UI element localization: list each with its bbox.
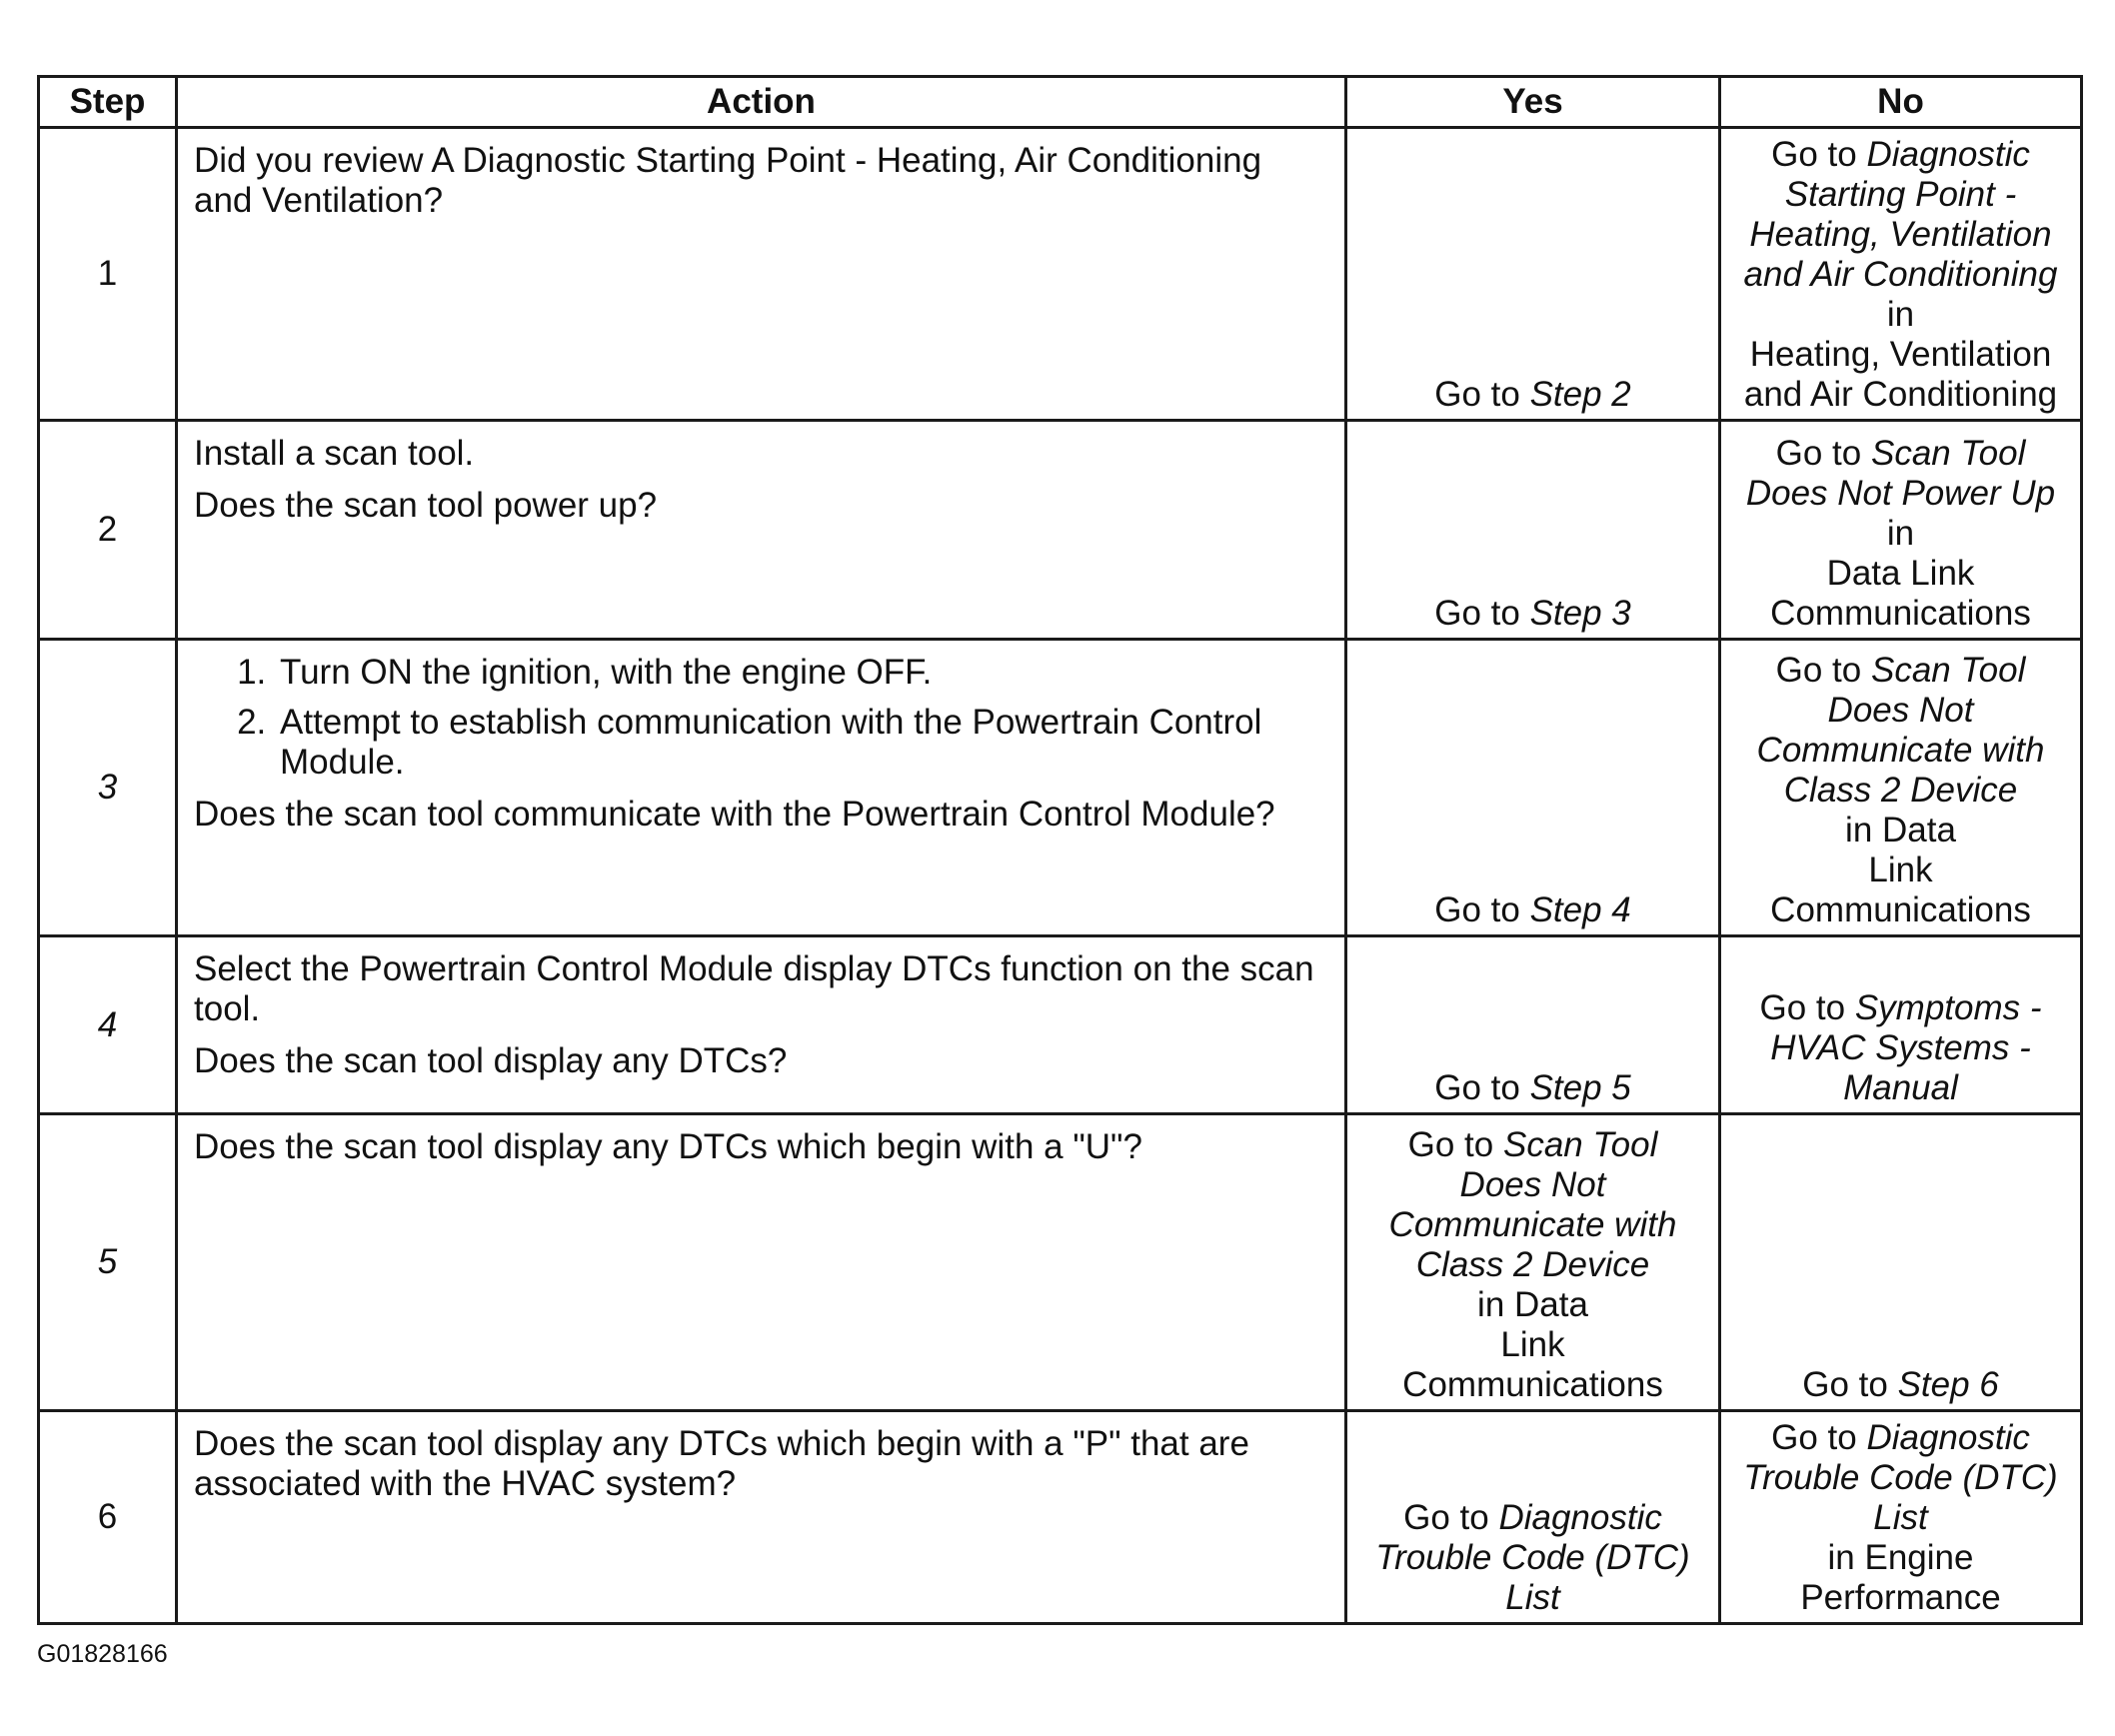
section-ref: in Data [1477,1285,1588,1324]
section-ref: Performance [1800,1578,2001,1617]
step-number: 6 [39,1411,177,1624]
goto-text: Go to [1775,434,1862,473]
header-yes: Yes [1346,77,1720,128]
section-ref: Link [1868,851,1933,889]
goto-text: Go to [1403,1498,1489,1537]
action-cell [177,1114,1346,1411]
procedure-link[interactable]: Communicate with [1756,731,2045,770]
goto-text: Go to [1434,375,1520,414]
action-question: Does the scan tool communicate with the Powertrain Control Module? [194,795,1275,834]
step-link[interactable]: Step 4 [1529,890,1631,929]
no-cell [1720,640,2082,936]
procedure-link[interactable]: Communicate with [1388,1205,1677,1244]
procedure-link[interactable]: Class 2 Device [1783,771,2018,810]
section-ref: Data Link [1826,554,1975,593]
procedure-link[interactable]: Does Not Power Up [1745,474,2056,513]
diagnostic-table [37,75,2083,1625]
action-cell [177,640,1346,936]
step-number: 5 [39,1114,177,1411]
goto-text: Go to [1407,1125,1494,1164]
goto-text: Go to [1759,988,1846,1027]
no-cell [1720,1411,2082,1624]
yes-cell [1346,1411,1720,1624]
section-ref: Communications [1770,594,2031,633]
table-row [39,421,2082,640]
procedure-link[interactable]: Class 2 Device [1415,1245,1650,1284]
procedure-link[interactable]: and Air Conditioning [1743,255,2058,294]
section-ref: in Engine [1827,1538,1974,1577]
action-cell [177,936,1346,1114]
table-row [39,1114,2082,1411]
procedure-link[interactable]: Scan Tool [1502,1125,1658,1164]
yes-cell [1346,640,1720,936]
header-action: Action [177,77,1346,128]
yes-cell [1346,1114,1720,1411]
yes-cell [1346,421,1720,640]
action-text: Select the Powertrain Control Module display DTCs function on the scan tool. [194,949,1314,1028]
procedure-link[interactable]: Trouble Code (DTC) [1375,1538,1690,1577]
table-row [39,936,2082,1114]
no-cell [1720,936,2082,1114]
procedure-link[interactable]: HVAC Systems - [1770,1028,2031,1067]
header-row [39,77,2082,128]
goto-text: Go to [1434,594,1520,633]
section-ref: Communications [1770,890,2031,929]
procedure-link[interactable]: List [1873,1498,1928,1537]
procedure-link[interactable]: Starting Point - [1784,175,2017,214]
table-row [39,640,2082,936]
goto-text: Go to [1434,1068,1520,1107]
step-link[interactable]: Step 5 [1529,1068,1631,1107]
section-ref: and Air Conditioning [1743,375,2058,414]
action-list [194,653,1328,783]
section-ref: in Data [1845,811,1956,850]
section-ref: Heating, Ventilation [1749,335,2052,374]
step-number: 3 [39,640,177,936]
procedure-link[interactable]: Symptoms - [1854,988,2042,1027]
step-link[interactable]: Step 3 [1529,594,1631,633]
no-cell [1720,421,2082,640]
action-cell [177,421,1346,640]
procedure-link[interactable]: Diagnostic [1866,1418,2030,1457]
table-row [39,128,2082,421]
action-question: Does the scan tool display any DTCs which begin with a "U"? [194,1127,1142,1166]
procedure-link[interactable]: List [1505,1578,1560,1617]
action-question: Does the scan tool power up? [194,486,658,525]
goto-text: Go to [1775,651,1862,690]
no-cell [1720,1114,2082,1411]
yes-cell [1346,936,1720,1114]
action-question: Does the scan tool display any DTCs which begin with a "P" that are associated with the HVAC system? [194,1424,1249,1503]
action-text: Did you review A Diagnostic Starting Point - Heating, Air Conditioning and Ventilation? [194,141,1262,220]
procedure-link[interactable]: Heating, Ventilation [1749,215,2052,254]
figure-id: G01828166 [37,1640,168,1668]
goto-text: Go to [1434,890,1520,929]
procedure-link[interactable]: Scan Tool [1870,434,2026,473]
procedure-link[interactable]: Diagnostic [1866,135,2030,174]
section-ref: in [1886,295,1915,334]
header-no: No [1720,77,2082,128]
section-ref: in [1886,514,1915,553]
procedure-link[interactable]: Trouble Code (DTC) [1743,1458,2058,1497]
action-list-item: 1. Turn ON the ignition, with the engine OFF. [276,653,1328,693]
section-ref: Link [1500,1325,1565,1364]
goto-text: Go to [1771,1418,1857,1457]
step-number: 4 [39,936,177,1114]
step-number: 2 [39,421,177,640]
procedure-link[interactable]: Scan Tool [1870,651,2026,690]
step-link[interactable]: Step 6 [1897,1365,1999,1404]
no-cell [1720,128,2082,421]
step-link[interactable]: Step 2 [1529,375,1631,414]
header-step: Step [39,77,177,128]
procedure-link[interactable]: Manual [1843,1068,1958,1107]
action-cell [177,128,1346,421]
procedure-link[interactable]: Does Not [1827,691,1974,730]
section-ref: Communications [1402,1365,1663,1404]
action-question: Does the scan tool display any DTCs? [194,1041,788,1080]
yes-cell [1346,128,1720,421]
action-text: Install a scan tool. [194,434,475,473]
goto-text: Go to [1802,1365,1888,1404]
goto-text: Go to [1771,135,1857,174]
table-row [39,1411,2082,1624]
action-list-item: 2. Attempt to establish communication with the Powertrain Control Module. [276,703,1328,783]
procedure-link[interactable]: Diagnostic [1498,1498,1662,1537]
action-cell [177,1411,1346,1624]
procedure-link[interactable]: Does Not [1459,1165,1606,1204]
step-number: 1 [39,128,177,421]
